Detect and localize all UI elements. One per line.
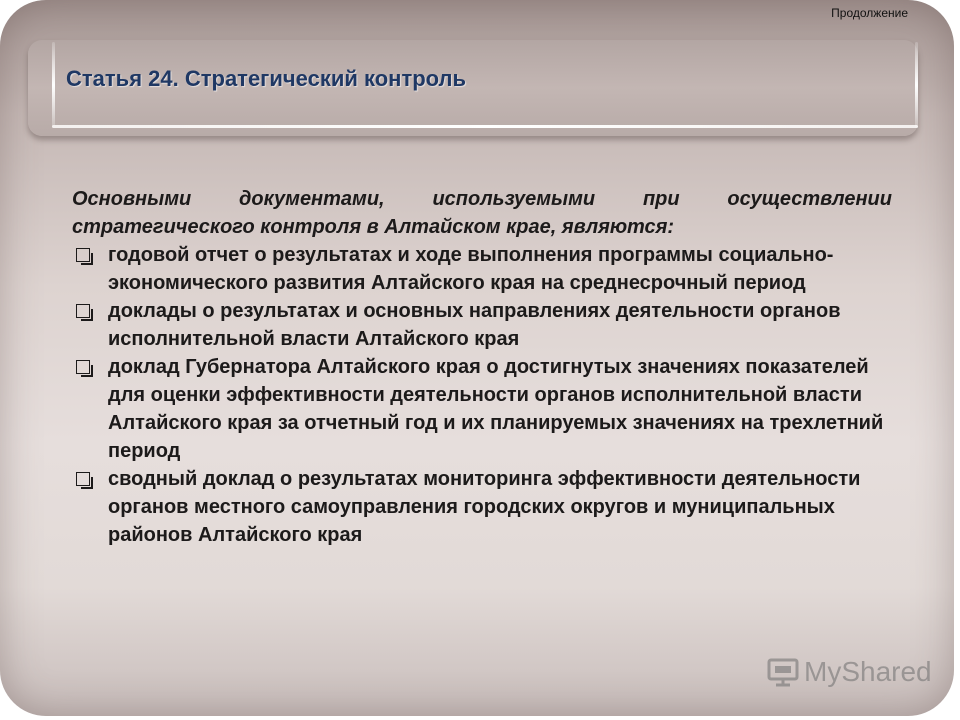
checkbox-bullet-icon: [76, 304, 90, 318]
list-item-text: доклады о результатах и основных направлениях деятельности органов исполнительной власти Алтайского края: [108, 300, 841, 350]
list-item: [72, 297, 892, 353]
title-underline: [52, 125, 918, 128]
checkbox-bullet-icon: [76, 472, 90, 486]
list-item: [72, 465, 892, 549]
watermark-text: MyShared: [804, 656, 932, 687]
list-item-text: годовой отчет о результатах и ходе выполнения программы социально-экономического развития Алтайского края на среднесрочный период: [108, 244, 834, 294]
checkbox-bullet-icon: [76, 248, 90, 262]
document-list: [72, 241, 892, 549]
list-item: [72, 353, 892, 465]
intro-text: Основными документами, используемыми при осуществлении стратегического контроля в Алтайском крае, являются:: [72, 188, 892, 238]
continuation-label: Продолжение: [831, 6, 908, 20]
list-item-text: сводный доклад о результатах мониторинга эффективности деятельности органов местного самоуправления городских округов и муниципальных районов Алтайского края: [108, 468, 861, 546]
list-item-text: доклад Губернатора Алтайского края о достигнутых значениях показателей для оценки эффективности деятельности органов исполнительной власти Алтайского края за отчетный год и их планируемых значениях на трехлетний период: [108, 356, 884, 462]
checkbox-bullet-icon: [76, 360, 90, 374]
presentation-board-icon: [766, 657, 800, 687]
list-item: [72, 241, 892, 297]
slide-title: Статья 24. Стратегический контроль: [66, 66, 467, 91]
slide-body: [72, 185, 892, 549]
watermark: [766, 656, 932, 688]
